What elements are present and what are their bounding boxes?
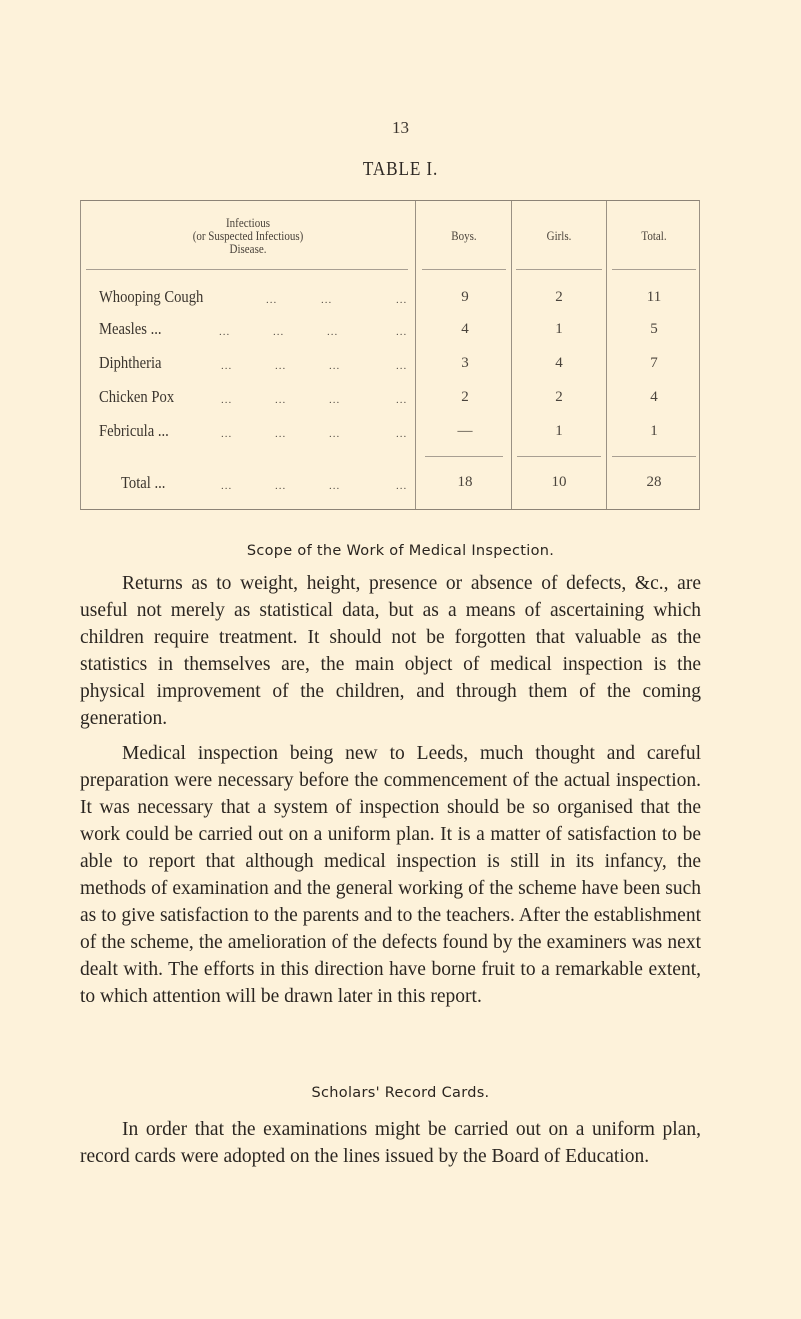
leader-dots: ... xyxy=(266,294,278,306)
row-label-measles: Measles ... xyxy=(99,319,162,338)
total-rule-girls xyxy=(517,456,601,457)
cell-total: 4 xyxy=(650,389,658,405)
leader-dots: ... xyxy=(221,360,233,372)
leader-dots: ... xyxy=(275,360,287,372)
header-rule-disease xyxy=(86,269,408,270)
cell-total-girls: 10 xyxy=(551,474,567,490)
row-label-whooping-cough: Whooping Cough xyxy=(99,287,204,306)
header-disease-line1: Infectious xyxy=(226,216,270,230)
table-title: TABLE I. xyxy=(362,158,439,180)
header-disease xyxy=(101,217,395,256)
leader-dots: ... xyxy=(219,326,231,338)
paragraph-record-cards-1: In order that the examinations might be carried out on a uniform plan, record cards were adopted on the lines issued by the Board of Education. xyxy=(80,1119,701,1167)
header-girls: Girls. xyxy=(546,229,572,243)
leader-dots: ... xyxy=(221,428,233,440)
cell-girls: 1 xyxy=(555,423,563,439)
leader-dots: ... xyxy=(329,480,341,492)
cell-total-boys: 18 xyxy=(457,474,473,490)
section-heading-scope: Scope of the Work of Medical Inspection. xyxy=(246,543,555,559)
cell-girls: 4 xyxy=(555,355,563,371)
leader-dots: ... xyxy=(329,360,341,372)
cell-total: 11 xyxy=(646,289,662,305)
leader-dots: ... xyxy=(275,480,287,492)
leader-dots: ... xyxy=(273,326,285,338)
row-label-febricula: Febricula ... xyxy=(99,421,169,440)
row-label-diphtheria: Diphtheria xyxy=(99,353,162,372)
leader-dots: ... xyxy=(396,294,408,306)
cell-total-total: 28 xyxy=(646,474,662,490)
leader-dots: ... xyxy=(396,394,408,406)
row-label-total: Total ... xyxy=(121,473,166,492)
header-boys: Boys. xyxy=(451,229,477,243)
cell-total: 1 xyxy=(650,423,658,439)
header-rule-girls xyxy=(516,269,602,270)
leader-dots: ... xyxy=(221,394,233,406)
section-heading-record-cards: Scholars' Record Cards. xyxy=(311,1085,490,1101)
leader-dots: ... xyxy=(396,360,408,372)
cell-boys: — xyxy=(457,423,473,439)
cell-girls: 2 xyxy=(555,289,563,305)
total-rule-boys xyxy=(425,456,503,457)
page-number: 13 xyxy=(392,118,409,137)
cell-total: 5 xyxy=(650,321,658,337)
cell-boys: 4 xyxy=(461,321,469,337)
paragraph-scope-2: Medical inspection being new to Leeds, much thought and careful preparation were necessary before the commencement of the actual inspection. It was necessary that a system of inspection should be so organised that the work could be carried out on a uniform plan. It is a matter of satisfaction to be able to report that although medical inspection is still in its infancy, the methods of examination and the general working of the scheme have been such as to give satisfaction to the parents and to the teachers. After the establishment of the scheme, the amelioration of the defects found by the examiners was next dealt with. The efforts in this direction have borne fruit to a remarkable extent, to which attention will be drawn later in this report. xyxy=(80,743,701,1007)
leader-dots: ... xyxy=(275,428,287,440)
header-disease-line3: Disease. xyxy=(229,242,267,256)
leader-dots: ... xyxy=(396,480,408,492)
leader-dots: ... xyxy=(275,394,287,406)
leader-dots: ... xyxy=(327,326,339,338)
leader-dots: ... xyxy=(329,428,341,440)
cell-boys: 3 xyxy=(461,355,469,371)
cell-girls: 2 xyxy=(555,389,563,405)
header-total: Total. xyxy=(641,229,667,243)
leader-dots: ... xyxy=(221,480,233,492)
infectious-disease-table xyxy=(80,200,700,510)
cell-boys: 9 xyxy=(461,289,469,305)
paragraph-scope-1: Returns as to weight, height, presence or absence of defects, &c., are useful not merely as statistical data, but as a means of ascertaining which children require treatment. It should not be forgotten that valuable as the statistics in themselves are, the main object of medical inspection is the physical improvement of the children, and through them of the coming generation. xyxy=(80,573,701,729)
column-divider-disease-boys xyxy=(415,201,416,509)
header-rule-total xyxy=(612,269,696,270)
total-rule-total xyxy=(612,456,696,457)
leader-dots: ... xyxy=(396,326,408,338)
cell-girls: 1 xyxy=(555,321,563,337)
leader-dots: ... xyxy=(321,294,333,306)
header-rule-boys xyxy=(422,269,506,270)
header-disease-line2: (or Suspected Infectious) xyxy=(192,229,304,243)
leader-dots: ... xyxy=(396,428,408,440)
cell-boys: 2 xyxy=(461,389,469,405)
row-label-chicken-pox: Chicken Pox xyxy=(99,387,175,406)
cell-total: 7 xyxy=(650,355,658,371)
leader-dots: ... xyxy=(329,394,341,406)
